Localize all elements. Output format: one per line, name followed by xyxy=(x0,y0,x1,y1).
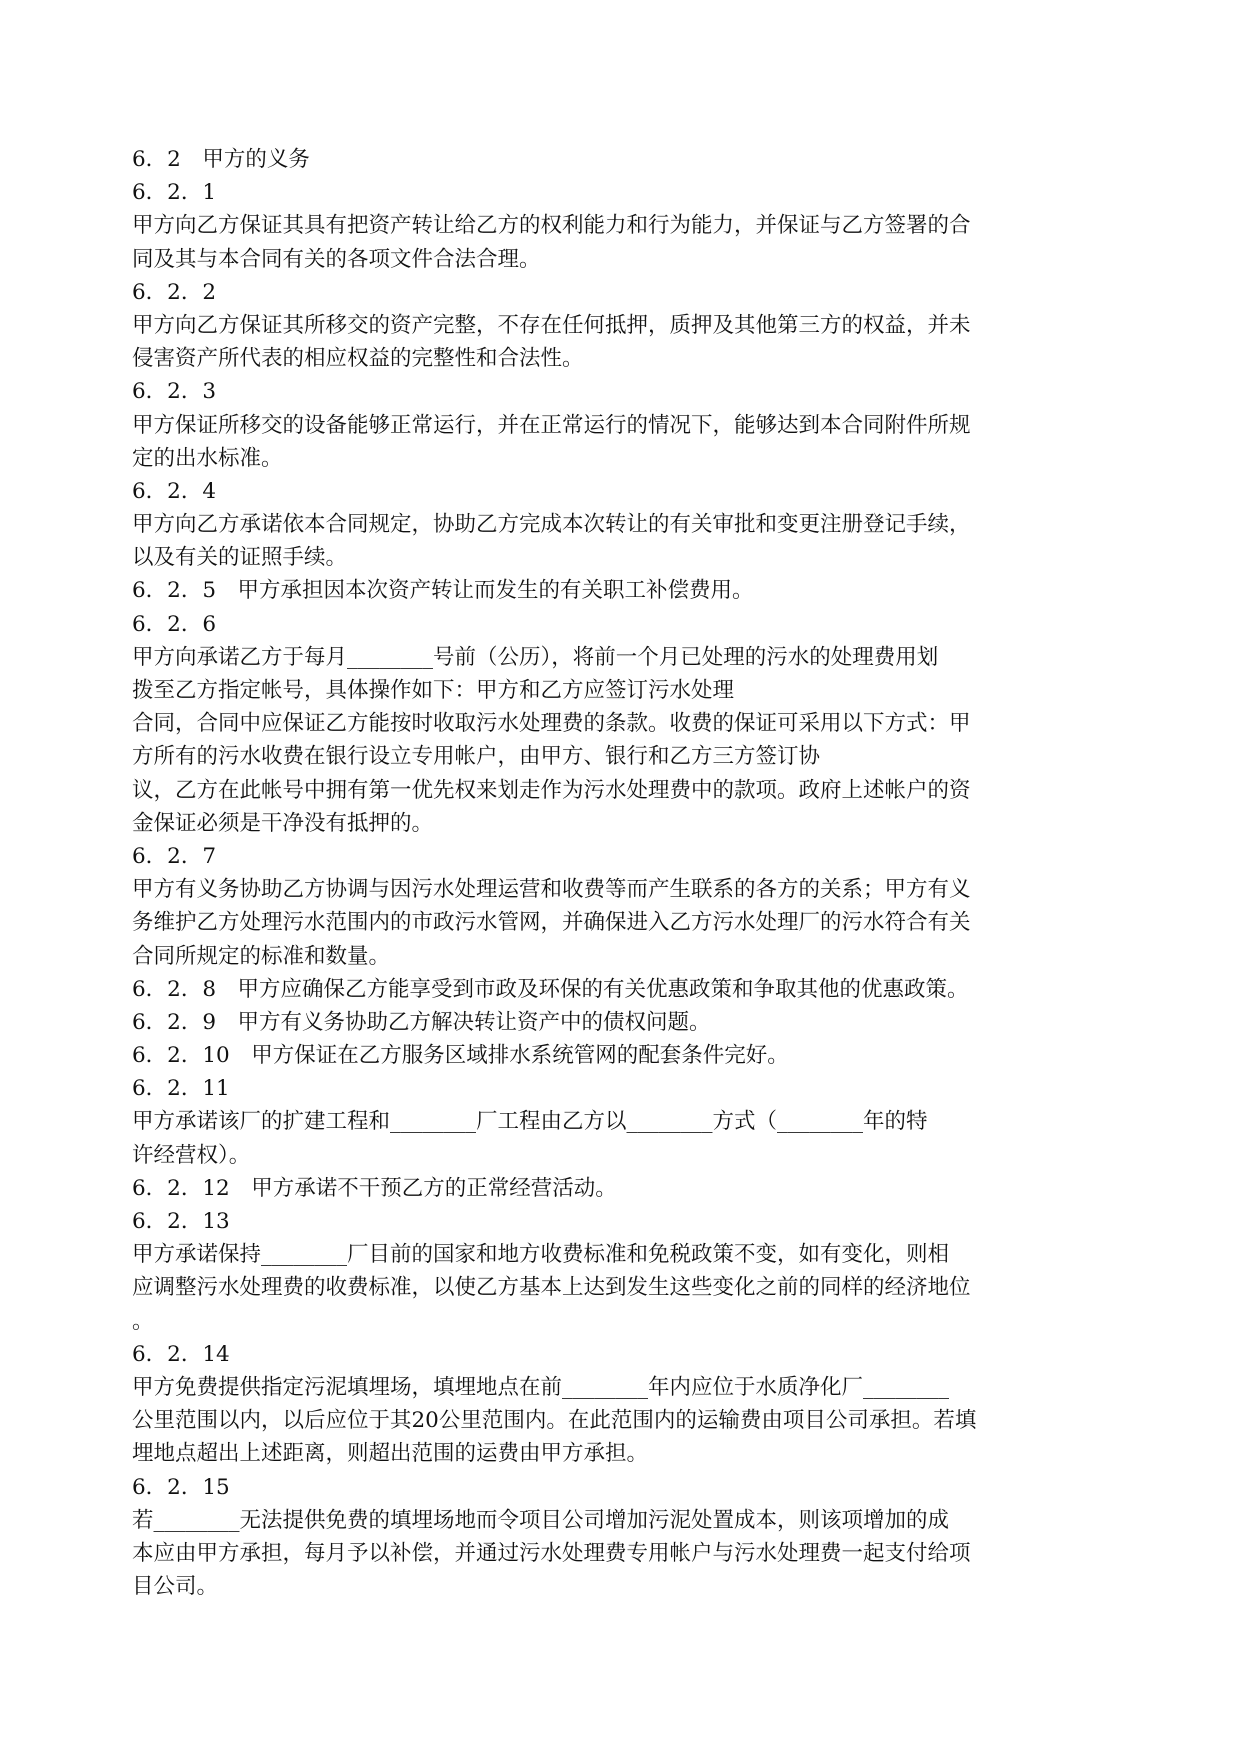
clause-text-line: 以及有关的证照手续。 xyxy=(132,545,348,571)
clause-text-line: 甲方承诺该厂的扩建工程和________厂工程由乙方以________方式（________年的特 xyxy=(132,1109,928,1135)
clause-text-line: 本应由甲方承担，每月予以补偿，并通过污水处理费专用帐户与污水处理费一起支付给项 xyxy=(132,1540,971,1566)
clause-text-line: 方所有的污水收费在银行设立专用帐户，由甲方、银行和乙方三方签订协 xyxy=(132,744,821,770)
clause-text-line: 公里范围以内，以后应位于其20公里范围内。在此范围内的运输费由项目公司承担。若填 xyxy=(132,1408,977,1434)
section-heading: 6．2 甲方的义务 xyxy=(132,147,310,172)
clause-text-line: 同及其与本合同有关的各项文件合法合理。 xyxy=(132,246,541,272)
clause-text-line: 。 xyxy=(132,1308,154,1334)
clause-inline: 6．2．10 甲方保证在乙方服务区域排水系统管网的配套条件完好。 xyxy=(132,1043,789,1069)
clause-text-line: 埋地点超出上述距离，则超出范围的运费由甲方承担。 xyxy=(132,1441,649,1467)
clause-inline: 6．2．8 甲方应确保乙方能享受到市政及环保的有关优惠政策和争取其他的优惠政策。 xyxy=(132,976,969,1002)
clause-number: 6．2．4 xyxy=(132,478,217,504)
clause-text-line: 甲方向乙方保证其所移交的资产完整，不存在任何抵押，质押及其他第三方的权益，并未 xyxy=(132,312,971,338)
clause-text-line: 合同所规定的标准和数量。 xyxy=(132,943,391,969)
clause-number: 6．2．7 xyxy=(132,843,217,869)
clause-text-line: 甲方免费提供指定污泥填埋场，填埋地点在前________年内应位于水质净化厂________ xyxy=(132,1374,950,1400)
clause-text-line: 甲方有义务协助乙方协调与因污水处理运营和收费等而产生联系的各方的关系；甲方有义 xyxy=(132,877,971,903)
clause-text-line: 甲方向乙方保证其具有把资产转让给乙方的权利能力和行为能力，并保证与乙方签署的合 xyxy=(132,213,971,239)
clause-inline: 6．2．5 甲方承担因本次资产转让而发生的有关职工补偿费用。 xyxy=(132,578,754,604)
clause-text-line: 侵害资产所代表的相应权益的完整性和合法性。 xyxy=(132,346,584,372)
clause-number: 6．2．13 xyxy=(132,1209,230,1234)
clause-text-line: 甲方向乙方承诺依本合同规定，协助乙方完成本次转让的有关审批和变更注册登记手续， xyxy=(132,512,971,538)
clause-text-line: 甲方承诺保持________厂目前的国家和地方收费标准和免税政策不变，如有变化，则相 xyxy=(132,1242,950,1268)
clause-number: 6．2．11 xyxy=(132,1076,230,1102)
clause-text-line: 定的出水标准。 xyxy=(132,445,283,471)
clause-text-line: 合同，合同中应保证乙方能按时收取污水处理费的条款。收费的保证可采用以下方式：甲 xyxy=(132,711,971,737)
clause-text-line: 甲方保证所移交的设备能够正常运行，并在正常运行的情况下，能够达到本合同附件所规 xyxy=(132,412,971,438)
clause-text-line: 议，乙方在此帐号中拥有第一优先权来划走作为污水处理费中的款项。政府上述帐户的资 xyxy=(132,777,971,803)
clause-text-line: 若________无法提供免费的填埋场地而令项目公司增加污泥处置成本，则该项增加的成 xyxy=(132,1507,950,1533)
clause-number: 6．2．6 xyxy=(132,611,217,637)
clause-text-line: 拨至乙方指定帐号，具体操作如下：甲方和乙方应签订污水处理 xyxy=(132,678,735,703)
clause-number: 6．2．2 xyxy=(132,279,217,305)
clause-text-line: 金保证必须是干净没有抵押的。 xyxy=(132,810,434,836)
clause-number: 6．2．14 xyxy=(132,1341,230,1367)
clause-text-line: 许经营权）。 xyxy=(132,1142,251,1168)
clause-text-line: 务维护乙方处理污水范围内的市政污水管网，并确保进入乙方污水处理厂的污水符合有关 xyxy=(132,910,971,936)
clause-number: 6．2．1 xyxy=(132,180,217,206)
clause-text-line: 甲方向承诺乙方于每月________号前（公历），将前一个月已处理的污水的处理费用划 xyxy=(132,644,939,670)
document-body xyxy=(132,143,1112,1603)
clause-number: 6．2．15 xyxy=(132,1474,230,1500)
clause-number: 6．2．3 xyxy=(132,379,217,405)
clause-inline: 6．2．12 甲方承诺不干预乙方的正常经营活动。 xyxy=(132,1175,617,1201)
clause-text-line: 目公司。 xyxy=(132,1574,219,1600)
clause-inline: 6．2．9 甲方有义务协助乙方解决转让资产中的债权问题。 xyxy=(132,1009,711,1035)
clause-text-line: 应调整污水处理费的收费标准，以使乙方基本上达到发生这些变化之前的同样的经济地位 xyxy=(132,1275,971,1301)
